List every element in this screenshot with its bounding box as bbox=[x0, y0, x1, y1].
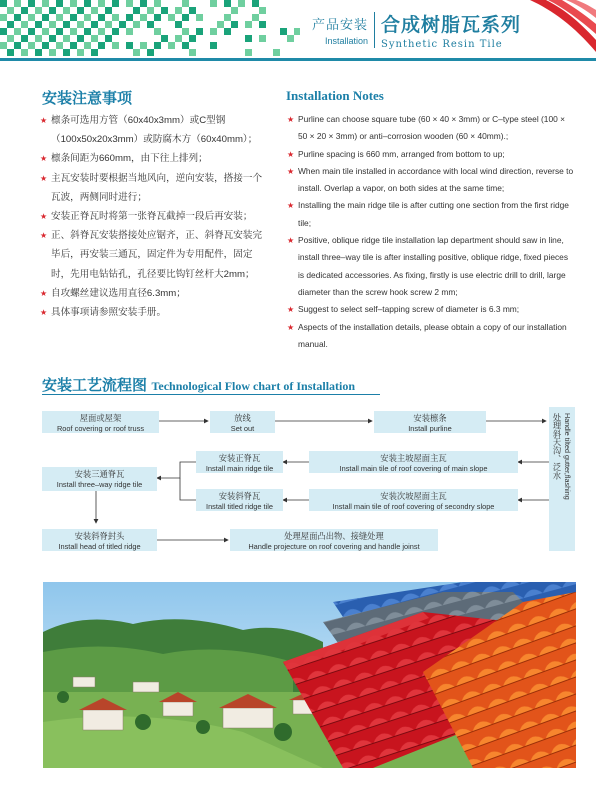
checker-square bbox=[245, 35, 252, 42]
checker-square bbox=[0, 42, 7, 49]
checker-square bbox=[70, 0, 77, 7]
flow-step-purline: 安装檩条 Install purline bbox=[374, 411, 486, 433]
star-icon: ★ bbox=[287, 201, 295, 211]
checker-square bbox=[126, 42, 133, 49]
note-item-cn: ★ 自攻螺丝建议选用直径6.3mm； bbox=[40, 284, 268, 303]
checker-square bbox=[0, 14, 7, 21]
header-series-cn: 合成树脂瓦系列 bbox=[381, 15, 522, 36]
checker-square bbox=[119, 21, 126, 28]
star-icon: ★ bbox=[287, 236, 295, 246]
checker-square bbox=[154, 0, 161, 7]
note-item-cn: ★ 檩条间距为660mm，由下往上排列； bbox=[40, 149, 268, 168]
checker-square bbox=[91, 49, 98, 56]
checker-square bbox=[14, 42, 21, 49]
checker-square bbox=[35, 35, 42, 42]
note-item-cn: ★ 安装正脊瓦时将第一张脊瓦截掉一段后再安装； bbox=[40, 207, 268, 226]
checker-square bbox=[196, 14, 203, 21]
checker-square bbox=[182, 14, 189, 21]
note-item-cn: ★ 檩条可选用方管（60x40x3mm）或C型钢（100x50x20x3mm）或防腐木方（60x40mm）； bbox=[40, 111, 268, 149]
checker-square bbox=[56, 42, 63, 49]
checker-square bbox=[112, 28, 119, 35]
header-divider bbox=[374, 12, 375, 48]
connector-tiltedridge-threeway bbox=[180, 478, 196, 500]
flow-title-cn: 安装工艺流程图 bbox=[42, 377, 148, 394]
checker-square bbox=[98, 42, 105, 49]
checker-square bbox=[224, 28, 231, 35]
checker-square bbox=[210, 0, 217, 7]
header-category bbox=[300, 14, 368, 46]
checker-square bbox=[217, 21, 224, 28]
note-item-en: ★ Installing the main ridge tile is after cutting one section from the first ridge tile; bbox=[287, 197, 575, 232]
checker-square bbox=[252, 14, 259, 21]
checker-square bbox=[196, 28, 203, 35]
checker-square bbox=[140, 0, 147, 7]
checker-square bbox=[161, 7, 168, 14]
checker-square bbox=[182, 28, 189, 35]
checker-square bbox=[175, 21, 182, 28]
notes-title-en: Installation Notes bbox=[286, 88, 384, 103]
star-icon: ★ bbox=[40, 231, 48, 241]
page-header bbox=[0, 0, 596, 60]
checker-square bbox=[35, 21, 42, 28]
checker-square bbox=[63, 7, 70, 14]
checker-square bbox=[14, 0, 21, 7]
checker-square bbox=[105, 7, 112, 14]
note-item-cn: ★ 正、斜脊瓦安装搭接处应锯齐，正、斜脊瓦安装完毕后，再安装三通瓦，固定件为专用配件，固定时，先用电钻钻孔，孔径要比钩钉丝杆大2mm； bbox=[40, 226, 268, 284]
checker-square bbox=[105, 21, 112, 28]
checker-square bbox=[21, 21, 28, 28]
note-item-cn: ★ 具体事项请参照安装手册。 bbox=[40, 303, 268, 322]
flow-title-en: Technological Flow chart of Installation bbox=[151, 379, 356, 393]
checker-square bbox=[175, 35, 182, 42]
checker-square bbox=[42, 14, 49, 21]
checker-square bbox=[77, 21, 84, 28]
checker-square bbox=[7, 7, 14, 14]
checker-square bbox=[77, 35, 84, 42]
checker-square bbox=[168, 14, 175, 21]
checker-square bbox=[35, 7, 42, 14]
checker-square bbox=[21, 49, 28, 56]
checker-square bbox=[91, 7, 98, 14]
checker-square bbox=[105, 35, 112, 42]
header-series-en: Synthetic Resin Tile bbox=[381, 39, 503, 50]
header-category-en: Installation bbox=[324, 36, 368, 46]
checker-square bbox=[49, 49, 56, 56]
checker-square bbox=[42, 42, 49, 49]
star-icon: ★ bbox=[287, 115, 295, 124]
checker-square bbox=[231, 21, 238, 28]
note-item-en: ★ Purline spacing is 660 mm, arranged from bottom to up; bbox=[287, 146, 575, 163]
checker-square bbox=[77, 49, 84, 56]
checker-square bbox=[56, 28, 63, 35]
checker-square bbox=[14, 14, 21, 21]
checker-square bbox=[49, 35, 56, 42]
checker-square bbox=[21, 7, 28, 14]
note-item-en: ★ Suggest to select self–tapping screw of diameter is 6.3 mm; bbox=[287, 301, 575, 318]
checker-square bbox=[210, 28, 217, 35]
checker-square bbox=[70, 42, 77, 49]
checker-square bbox=[35, 49, 42, 56]
checker-square bbox=[154, 28, 161, 35]
checker-square bbox=[224, 14, 231, 21]
star-icon: ★ bbox=[287, 166, 295, 176]
notes-title-cn: 安装注意事项 bbox=[42, 90, 133, 107]
checker-square bbox=[84, 42, 91, 49]
checker-square bbox=[287, 35, 294, 42]
header-series bbox=[381, 10, 521, 50]
checker-square bbox=[189, 35, 196, 42]
checker-square bbox=[70, 14, 77, 21]
note-item-cn: ★ 主瓦安装时要根据当地风向，逆向安装，搭接一个瓦波，两侧同时进行； bbox=[40, 169, 268, 207]
checker-square bbox=[14, 28, 21, 35]
checker-square bbox=[245, 49, 252, 56]
star-icon: ★ bbox=[287, 149, 295, 159]
checker-square bbox=[224, 0, 231, 7]
checker-square bbox=[189, 49, 196, 56]
checker-square bbox=[56, 14, 63, 21]
star-icon: ★ bbox=[40, 116, 48, 125]
checker-square bbox=[56, 0, 63, 7]
checker-square bbox=[259, 7, 266, 14]
flow-step-gutter: 处理斜天沟、泛水 Handle tilted gutter,flashing bbox=[549, 407, 575, 551]
note-item-en: ★ Aspects of the installation details, please obtain a copy of our installation manual. bbox=[287, 319, 575, 354]
checker-square bbox=[91, 35, 98, 42]
checker-square bbox=[259, 35, 266, 42]
checker-square bbox=[21, 35, 28, 42]
checker-square bbox=[112, 0, 119, 7]
flow-step-setout: 放线 Set out bbox=[210, 411, 275, 433]
checker-square bbox=[161, 35, 168, 42]
checker-square bbox=[42, 28, 49, 35]
checker-square bbox=[7, 49, 14, 56]
checker-square bbox=[63, 35, 70, 42]
checker-square bbox=[259, 21, 266, 28]
flow-step-main-ridge: 安装正脊瓦 Install main ridge tile bbox=[196, 451, 283, 473]
checker-square bbox=[70, 28, 77, 35]
checker-square bbox=[245, 21, 252, 28]
checker-square bbox=[0, 28, 7, 35]
note-item-en: ★ When main tile installed in accordance with local wind direction, reverse to install. Overlap a vapor, on both sides at the same time; bbox=[287, 163, 575, 198]
checker-square bbox=[28, 14, 35, 21]
checker-pattern-decoration bbox=[0, 0, 300, 56]
checker-square bbox=[238, 0, 245, 7]
checker-square bbox=[84, 14, 91, 21]
star-icon: ★ bbox=[40, 308, 48, 318]
checker-square bbox=[140, 14, 147, 21]
checker-square bbox=[28, 0, 35, 7]
flow-title-rule bbox=[42, 394, 380, 395]
star-icon: ★ bbox=[40, 154, 48, 164]
checker-square bbox=[182, 0, 189, 7]
flow-step-three-way: 安装三通脊瓦 Install three–way ridge tile bbox=[42, 467, 157, 491]
checker-square bbox=[147, 21, 154, 28]
checker-square bbox=[126, 14, 133, 21]
checker-square bbox=[126, 28, 133, 35]
flow-chart-title bbox=[42, 374, 355, 395]
header-category-cn: 产品安装 bbox=[311, 17, 368, 32]
checker-square bbox=[147, 7, 154, 14]
checker-square bbox=[91, 21, 98, 28]
checker-square bbox=[28, 28, 35, 35]
checker-square bbox=[7, 21, 14, 28]
flow-step-head: 安装斜脊封头 Install head of titled ridge bbox=[42, 529, 157, 551]
checker-square bbox=[140, 42, 147, 49]
star-icon: ★ bbox=[287, 305, 295, 315]
header-rule bbox=[0, 58, 596, 61]
checker-square bbox=[168, 42, 175, 49]
checker-square bbox=[133, 7, 140, 14]
note-item-en: ★ Purline can choose square tube (60 × 40 × 3mm) or C–type steel (100 × 50 × 20 × 3mm) or anti–corrosion wooden (60 × 40mm).; bbox=[287, 111, 575, 146]
checker-square bbox=[133, 21, 140, 28]
flow-step-roof: 屋面或屋架 Roof covering or roof truss bbox=[42, 411, 159, 433]
notes-list-cn bbox=[40, 111, 268, 322]
checker-square bbox=[84, 28, 91, 35]
star-icon: ★ bbox=[40, 288, 48, 298]
connector-mainridge-threeway bbox=[157, 462, 196, 478]
checker-square bbox=[49, 7, 56, 14]
checker-square bbox=[154, 42, 161, 49]
checker-square bbox=[63, 21, 70, 28]
checker-square bbox=[252, 0, 259, 7]
checker-square bbox=[280, 28, 287, 35]
notes-list-en bbox=[287, 111, 575, 353]
checker-square bbox=[112, 42, 119, 49]
flow-step-projecture: 处理屋面凸出物、接缝处理 Handle projecture on roof covering and handle joinst bbox=[230, 529, 438, 551]
flow-step-main-slope: 安装主坡屋面主瓦 Install main tile of roof covering of main slope bbox=[309, 451, 518, 473]
checker-square bbox=[42, 0, 49, 7]
checker-square bbox=[154, 14, 161, 21]
checker-square bbox=[133, 49, 140, 56]
checker-square bbox=[63, 49, 70, 56]
roof-tiles-village-photo bbox=[43, 582, 576, 768]
checker-square bbox=[273, 49, 280, 56]
star-icon: ★ bbox=[287, 322, 295, 332]
checker-square bbox=[98, 14, 105, 21]
star-icon: ★ bbox=[40, 212, 48, 222]
star-icon: ★ bbox=[40, 173, 48, 183]
red-swoosh-icon bbox=[522, 0, 596, 56]
checker-square bbox=[189, 7, 196, 14]
checker-square bbox=[147, 49, 154, 56]
checker-square bbox=[98, 28, 105, 35]
checker-square bbox=[77, 7, 84, 14]
checker-square bbox=[182, 42, 189, 49]
checker-square bbox=[0, 0, 7, 7]
note-item-en: ★ Positive, oblique ridge tile installation lap department should saw in line, install three–way tile is after installing positive, oblique ridge, fixed pieces is dedicated accessories. As fixing, firstly is use electric drill to drill, large diameter than the screw hook screw 2 mm; bbox=[287, 232, 575, 301]
checker-square bbox=[28, 42, 35, 49]
checker-square bbox=[126, 0, 133, 7]
flow-step-secondary-slope: 安装次坡屋面主瓦 Install main tile of roof covering of secondry slope bbox=[309, 489, 518, 511]
checker-square bbox=[210, 42, 217, 49]
checker-square bbox=[49, 21, 56, 28]
flow-step-tilted-ridge: 安装斜脊瓦 Install titled ridge tile bbox=[196, 489, 283, 511]
checker-square bbox=[98, 0, 105, 7]
checker-square bbox=[84, 0, 91, 7]
checker-square bbox=[175, 7, 182, 14]
checker-square bbox=[112, 14, 119, 21]
checker-square bbox=[231, 7, 238, 14]
checker-square bbox=[7, 35, 14, 42]
